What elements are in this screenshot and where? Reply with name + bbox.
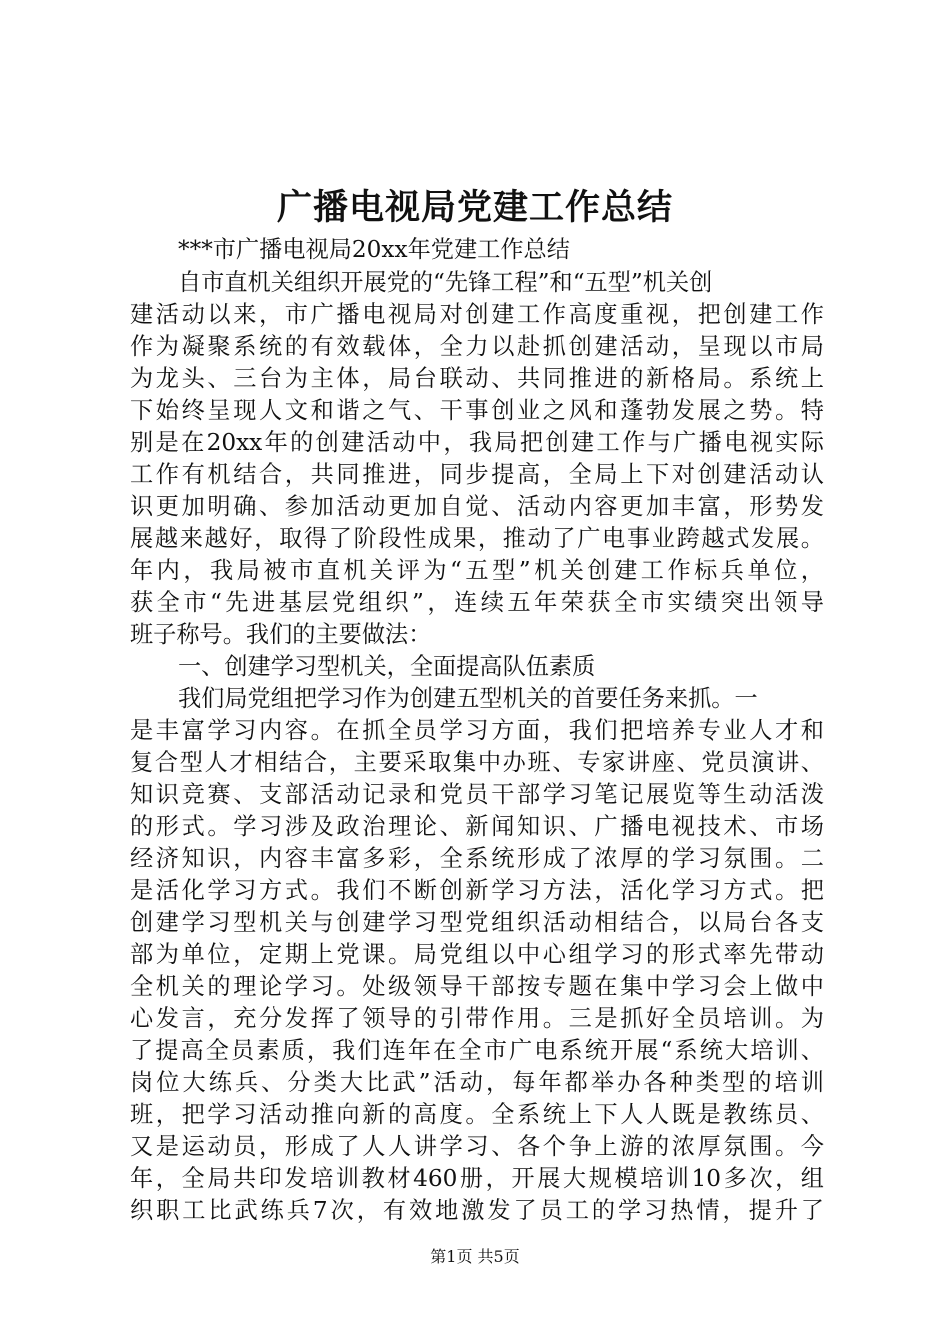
paragraph-line: 知识竞赛、支部活动记录和党员干部学习笔记展览等生动活泼 bbox=[130, 781, 824, 808]
paragraph-line: 心发言，充分发挥了领导的引带作用。三是抓好全员培训。为 bbox=[130, 1005, 824, 1032]
paragraph-line: 创建学习型机关与创建学习型党组织活动相结合，以局台各支 bbox=[130, 909, 824, 936]
paragraph-line: 建活动以来，市广播电视局对创建工作高度重视，把创建工作 bbox=[130, 301, 824, 328]
paragraph-line: 复合型人才相结合，主要采取集中办班、专家讲座、党员演讲、 bbox=[130, 749, 824, 776]
paragraph-line: 作为凝聚系统的有效载体，全力以赴抓创建活动，呈现以市局 bbox=[130, 333, 824, 360]
page-footer: 第1页 共5页 bbox=[430, 1247, 520, 1266]
paragraph-line: 岗位大练兵、分类大比武”活动，每年都举办各种类型的培训 bbox=[130, 1069, 824, 1096]
paragraph-line: 又是运动员，形成了人人讲学习、各个争上游的浓厚氛围。今 bbox=[130, 1133, 824, 1160]
paragraph-line: 下始终呈现人文和谐之气、干事创业之风和蓬勃发展之势。特 bbox=[130, 397, 824, 424]
paragraph-line: 的形式。学习涉及政治理论、新闻知识、广播电视技术、市场 bbox=[130, 813, 824, 840]
paragraph-line: 班子称号。我们的主要做法： bbox=[130, 621, 432, 648]
paragraph-line: 别是在20xx年的创建活动中，我局把创建工作与广播电视实际 bbox=[130, 429, 824, 456]
paragraph-line: 年内，我局被市直机关评为“五型”机关创建工作标兵单位， bbox=[130, 557, 824, 584]
paragraph-line: 全机关的理论学习。处级领导干部按专题在集中学习会上做中 bbox=[130, 973, 824, 1000]
paragraph-line: 年，全局共印发培训教材460册，开展大规模培训10多次，组 bbox=[130, 1165, 824, 1192]
paragraph-line: 是活化学习方式。我们不断创新学习方法，活化学习方式。把 bbox=[130, 877, 824, 904]
paragraph-line: 为龙头、三台为主体，局台联动、共同推进的新格局。系统上 bbox=[130, 365, 824, 392]
paragraph-line: 织职工比武练兵7次，有效地激发了员工的学习热情，提升了 bbox=[130, 1197, 824, 1224]
paragraph-line: 是丰富学习内容。在抓全员学习方面，我们把培养专业人才和 bbox=[130, 717, 824, 744]
paragraph-line: 部为单位，定期上党课。局党组以中心组学习的形式率先带动 bbox=[130, 941, 824, 968]
document-title: 广播电视局党建工作总结 bbox=[276, 187, 673, 228]
document-subtitle: ***市广播电视局20xx年党建工作总结 bbox=[178, 236, 570, 263]
paragraph-line: 自市直机关组织开展党的“先锋工程”和“五型”机关创 bbox=[178, 269, 713, 296]
paragraph-line: 我们局党组把学习作为创建五型机关的首要任务来抓。一 bbox=[178, 685, 758, 712]
paragraph-line: 班，把学习活动推向新的高度。全系统上下人人既是教练员、 bbox=[130, 1101, 824, 1128]
paragraph-line: 了提高全员素质，我们连年在全市广电系统开展“系统大培训、 bbox=[130, 1037, 824, 1064]
paragraph-line: 工作有机结合，共同推进，同步提高，全局上下对创建活动认 bbox=[130, 461, 824, 488]
section-heading: 一、创建学习型机关，全面提高队伍素质 bbox=[178, 653, 596, 680]
paragraph-line: 获全市“先进基层党组织”，连续五年荣获全市实绩突出领导 bbox=[130, 589, 824, 616]
paragraph-line: 经济知识，内容丰富多彩，全系统形成了浓厚的学习氛围。二 bbox=[130, 845, 824, 872]
paragraph-line: 展越来越好，取得了阶段性成果，推动了广电事业跨越式发展。 bbox=[130, 525, 824, 552]
paragraph-line: 识更加明确、参加活动更加自觉、活动内容更加丰富，形势发 bbox=[130, 493, 824, 520]
